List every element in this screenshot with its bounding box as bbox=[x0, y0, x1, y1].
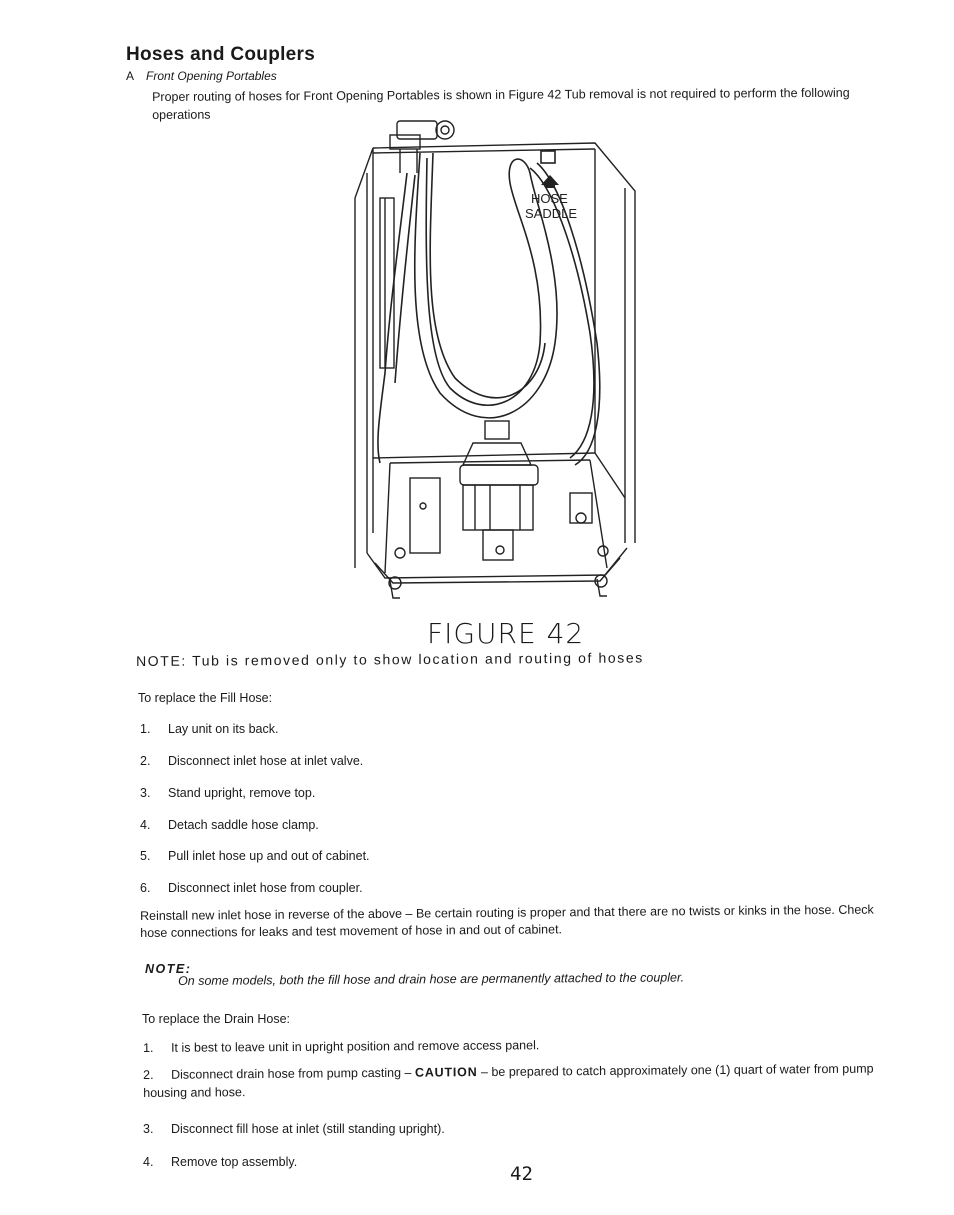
page-number: 42 bbox=[510, 1163, 533, 1185]
fill-step-1: 1. Lay unit on its back. bbox=[140, 722, 279, 736]
drain-step-3: 3. Disconnect fill hose at inlet (still standing upright). bbox=[143, 1122, 445, 1136]
section-heading: Hoses and Couplers bbox=[126, 44, 316, 65]
drain-step-4: 4. Remove top assembly. bbox=[143, 1155, 298, 1169]
subsection-letter: A bbox=[126, 69, 135, 83]
intro-paragraph: Proper routing of hoses for Front Opening Portables is shown in Figure 42 Tub removal is not required to perform the following operations bbox=[152, 85, 850, 122]
figure-caption: FIGURE 42 bbox=[427, 617, 585, 650]
fill-step-4: 4. Detach saddle hose clamp. bbox=[140, 818, 319, 832]
fill-step-5: 5. Pull inlet hose up and out of cabinet. bbox=[140, 849, 370, 863]
drain-step-2: 2. Disconnect drain hose from pump casting – CAUTION – be prepared to catch approximately one (1) quart of water from pump housing and hose. bbox=[143, 1061, 874, 1100]
pump-motor-drawing bbox=[410, 421, 592, 560]
note-tub-removed: NOTE: Tub is removed only to show location and routing of hoses bbox=[136, 649, 644, 669]
figure-42-illustration bbox=[345, 113, 645, 608]
up-arrow-icon bbox=[541, 175, 559, 185]
fill-step-3: 3. Stand upright, remove top. bbox=[140, 786, 316, 800]
fill-hose-heading: To replace the Fill Hose: bbox=[138, 691, 273, 705]
caution-label: CAUTION bbox=[414, 1065, 478, 1080]
drain-hose-heading: To replace the Drain Hose: bbox=[142, 1012, 290, 1026]
subsection-heading bbox=[126, 69, 277, 83]
hose-label: HOSE bbox=[531, 191, 568, 206]
reinstall-paragraph: Reinstall new inlet hose in reverse of the above – Be certain routing is proper and that there are no twists or kinks in the hose. Check hose connections for leaks and test movement of hose in and out of cabinet. bbox=[140, 902, 874, 940]
drain-step-1: 1. It is best to leave unit in upright position and remove access panel. bbox=[143, 1038, 540, 1055]
subsection-title: Front Opening Portables bbox=[146, 69, 277, 83]
fill-step-6: 6. Disconnect inlet hose from coupler. bbox=[140, 881, 363, 895]
saddle-label: SADDLE bbox=[525, 206, 578, 221]
note-label: NOTE: bbox=[145, 962, 192, 976]
note-models-text: On some models, both the fill hose and drain hose are permanently attached to the coupler. bbox=[178, 970, 685, 988]
fill-step-2: 2. Disconnect inlet hose at inlet valve. bbox=[140, 754, 364, 768]
